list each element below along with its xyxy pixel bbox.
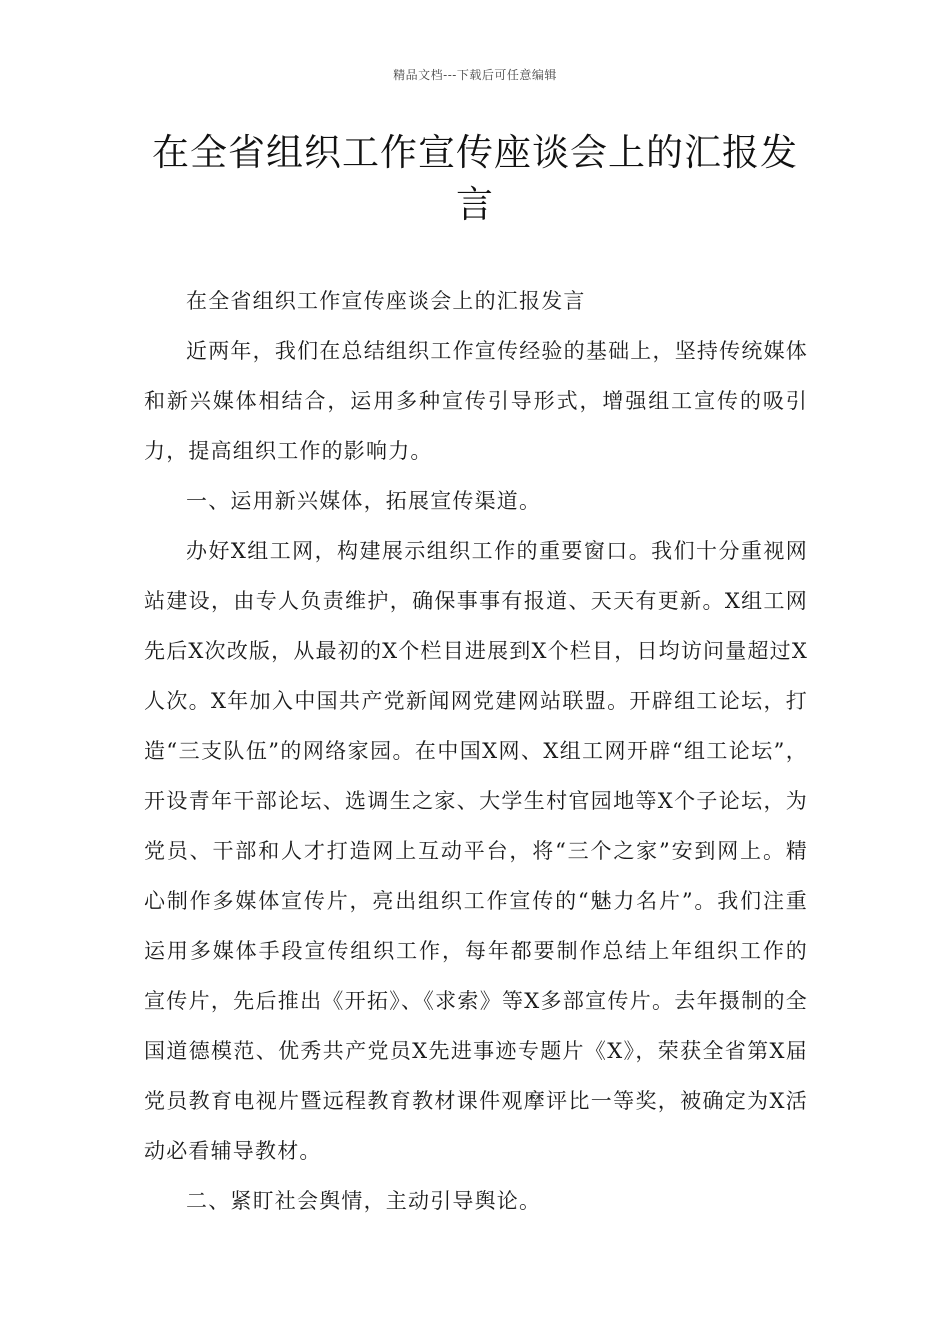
section-heading-2: 二、紧盯社会舆情，主动引导舆论。 [186, 1189, 542, 1213]
document-body [144, 276, 808, 1226]
header-note: 精品文档---下载后可任意编辑 [393, 68, 557, 82]
document-title: 在全省组织工作宣传座谈会上的汇报发言 [152, 131, 798, 226]
section-heading-1: 一、运用新兴媒体，拓展宣传渠道。 [186, 489, 542, 513]
paragraph-intro: 近两年，我们在总结组织工作宣传经验的基础上，坚持传统媒体和新兴媒体相结合，运用多种宣传引导形式，增强组工宣传的吸引力，提高组织工作的影响力。 [144, 339, 808, 463]
paragraph-subtitle: 在全省组织工作宣传座谈会上的汇报发言 [186, 289, 586, 313]
paragraph-section-1: 办好X组工网，构建展示组织工作的重要窗口。我们十分重视网站建设，由专人负责维护，确保事事有报道、天天有更新。X组工网先后X次改版，从最初的X个栏目进展到X个栏目，日均访问量超过X人次。X年加入中国共产党新闻网党建网站联盟。开辟组工论坛，打造“三支队伍”的网络家园。在中国X网、X组工网开辟“组工论坛”，开设青年干部论坛、选调生之家、大学生村官园地等X个子论坛，为党员、干部和人才打造网上互动平台，将“三个之家”安到网上。精心制作多媒体宣传片，亮出组织工作宣传的“魅力名片”。我们注重运用多媒体手段宣传组织工作，每年都要制作总结上年组织工作的宣传片，先后推出《开拓》、《求索》等X多部宣传片。去年摄制的全国道德模范、优秀共产党员X先进事迹专题片《X》，荣获全省第X届党员教育电视片暨远程教育教材课件观摩评比一等奖，被确定为X活动必看辅导教材。 [144, 539, 808, 1163]
